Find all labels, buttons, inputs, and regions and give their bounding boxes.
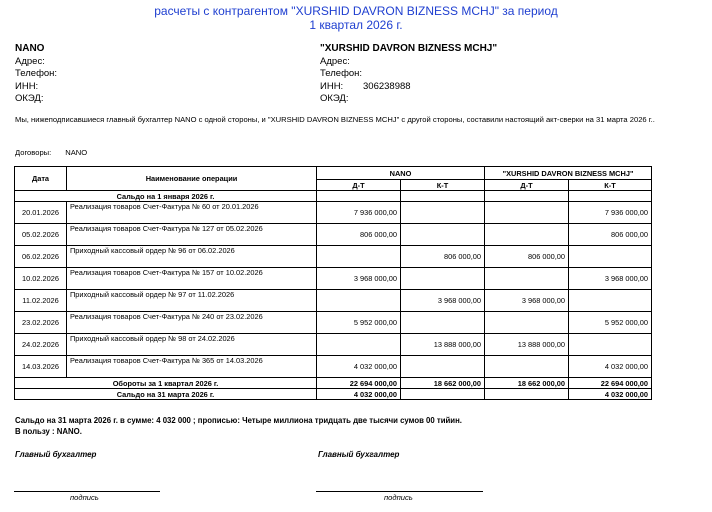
right-party-oked-label: ОКЭД: [320,93,349,105]
row-operation: Реализация товаров Счет-Фактура № 157 от 10.02.2026 [67,268,317,290]
row-date: 10.02.2026 [15,268,67,290]
closing-balance-label: Сальдо на 31 марта 2026 г. [15,389,317,400]
closing-left-debit: 4 032 000,00 [317,389,401,400]
table-row [15,356,652,378]
row-left-credit [401,356,485,378]
left-party-address-label: Адрес: [15,55,45,67]
row-left-credit [401,224,485,246]
turnover-left-debit: 22 694 000,00 [317,378,401,389]
row-operation: Реализация товаров Счет-Фактура № 365 от 14.03.2026 [67,356,317,378]
row-date: 14.03.2026 [15,356,67,378]
contracts-value: NANO [65,148,88,157]
row-date: 06.02.2026 [15,246,67,268]
right-signature-line [316,491,483,492]
row-date: 23.02.2026 [15,312,67,334]
right-party-inn-value: 306238988 [363,80,411,92]
row-operation: Реализация товаров Счет-Фактура № 240 от 23.02.2026 [67,312,317,334]
turnover-right-debit: 18 662 000,00 [485,378,569,389]
turnover-left-credit: 18 662 000,00 [401,378,485,389]
summary-in-favor-text: В пользу : NANO. [15,426,82,436]
row-left-debit [317,246,401,268]
turnover-label: Обороты за 1 квартал 2026 г. [15,378,317,389]
col-group-right: "XURSHID DAVRON BIZNESS MCHJ" [485,167,652,180]
table-row [15,246,652,268]
summary-block [15,416,462,437]
table-row [15,334,652,356]
turnover-row [15,378,652,389]
row-date: 24.02.2026 [15,334,67,356]
row-right-credit: 3 968 000,00 [569,268,652,290]
row-right-debit: 806 000,00 [485,246,569,268]
summary-balance-text: Сальдо на 31 марта 2026 г. в сумме: 4 032 000 ; прописью: Четыре миллиона тридцать две тысячи сумов 00 тийин. [15,416,462,425]
report-title: расчеты с контрагентом "XURSHID DAVRON BIZNESS MCHJ" за период [154,4,558,18]
row-operation: Приходный кассовый ордер № 97 от 11.02.2026 [67,290,317,312]
row-left-debit: 806 000,00 [317,224,401,246]
row-right-debit [485,268,569,290]
right-party-name: "XURSHID DAVRON BIZNESS MCHJ" [320,43,498,54]
right-signature-title: Главный бухгалтер [318,450,400,459]
row-left-debit: 7 936 000,00 [317,202,401,224]
right-party-block [320,43,497,106]
row-right-credit [569,290,652,312]
row-left-credit: 3 968 000,00 [401,290,485,312]
row-right-debit: 3 968 000,00 [485,290,569,312]
closing-left-credit [401,389,485,400]
closing-right-credit: 4 032 000,00 [569,389,652,400]
table-row [15,202,652,224]
right-party-address-label: Адрес: [320,55,350,67]
row-left-credit: 13 888 000,00 [401,334,485,356]
turnover-right-credit: 22 694 000,00 [569,378,652,389]
col-header-right-credit: К-Т [569,180,652,191]
col-header-operation: Наименование операции [67,167,317,191]
row-left-credit [401,312,485,334]
row-right-credit: 7 936 000,00 [569,202,652,224]
right-party-inn-label: ИНН: [320,80,344,92]
row-right-debit [485,224,569,246]
row-date: 11.02.2026 [15,290,67,312]
row-operation: Реализация товаров Счет-Фактура № 60 от 20.01.2026 [67,202,317,224]
left-party-block [15,43,57,106]
reconciliation-table [14,166,652,400]
col-header-left-credit: К-Т [401,180,485,191]
row-date: 05.02.2026 [15,224,67,246]
report-period: 1 квартал 2026 г. [309,18,403,32]
row-date: 20.01.2026 [15,202,67,224]
contracts-line [15,148,87,157]
left-signature-line [14,491,160,492]
row-right-credit [569,334,652,356]
left-party-inn-label: ИНН: [15,80,39,92]
contracts-label: Договоры: [15,148,52,157]
row-operation: Приходный кассовый ордер № 98 от 24.02.2026 [67,334,317,356]
col-header-date: Дата [15,167,67,191]
row-left-credit: 806 000,00 [401,246,485,268]
row-right-credit: 5 952 000,00 [569,312,652,334]
row-left-debit [317,334,401,356]
row-left-credit [401,268,485,290]
right-party-phone-label: Телефон: [320,68,363,80]
table-row [15,224,652,246]
row-left-debit [317,290,401,312]
col-group-left: NANO [317,167,485,180]
opening-balance-label: Сальдо на 1 января 2026 г. [15,191,317,202]
right-signature-caption: подпись [384,493,413,502]
table-row [15,290,652,312]
left-signature-caption: подпись [70,493,99,502]
col-header-left-debit: Д-Т [317,180,401,191]
row-right-credit: 806 000,00 [569,224,652,246]
left-party-name: NANO [15,43,45,54]
left-party-oked-label: ОКЭД: [15,93,44,105]
col-header-right-debit: Д-Т [485,180,569,191]
row-left-credit [401,202,485,224]
row-right-debit [485,312,569,334]
row-operation: Реализация товаров Счет-Фактура № 127 от 05.02.2026 [67,224,317,246]
intro-text: Мы, нижеподписавшиеся главный бухгалтер NANO с одной стороны, и "XURSHID DAVRON BIZNESS MCHJ" с другой стороны, составили настоящий акт-сверки на 31 марта 2026 г.. [15,115,655,124]
table-row [15,268,652,290]
closing-right-debit [485,389,569,400]
row-right-credit [569,246,652,268]
row-right-credit: 4 032 000,00 [569,356,652,378]
left-party-phone-label: Телефон: [15,68,58,80]
closing-balance-row [15,389,652,400]
row-right-debit [485,356,569,378]
left-signature-title: Главный бухгалтер [15,450,97,459]
row-left-debit: 5 952 000,00 [317,312,401,334]
row-right-debit: 13 888 000,00 [485,334,569,356]
row-operation: Приходный кассовый ордер № 96 от 06.02.2026 [67,246,317,268]
row-left-debit: 4 032 000,00 [317,356,401,378]
table-row [15,312,652,334]
row-left-debit: 3 968 000,00 [317,268,401,290]
row-right-debit [485,202,569,224]
